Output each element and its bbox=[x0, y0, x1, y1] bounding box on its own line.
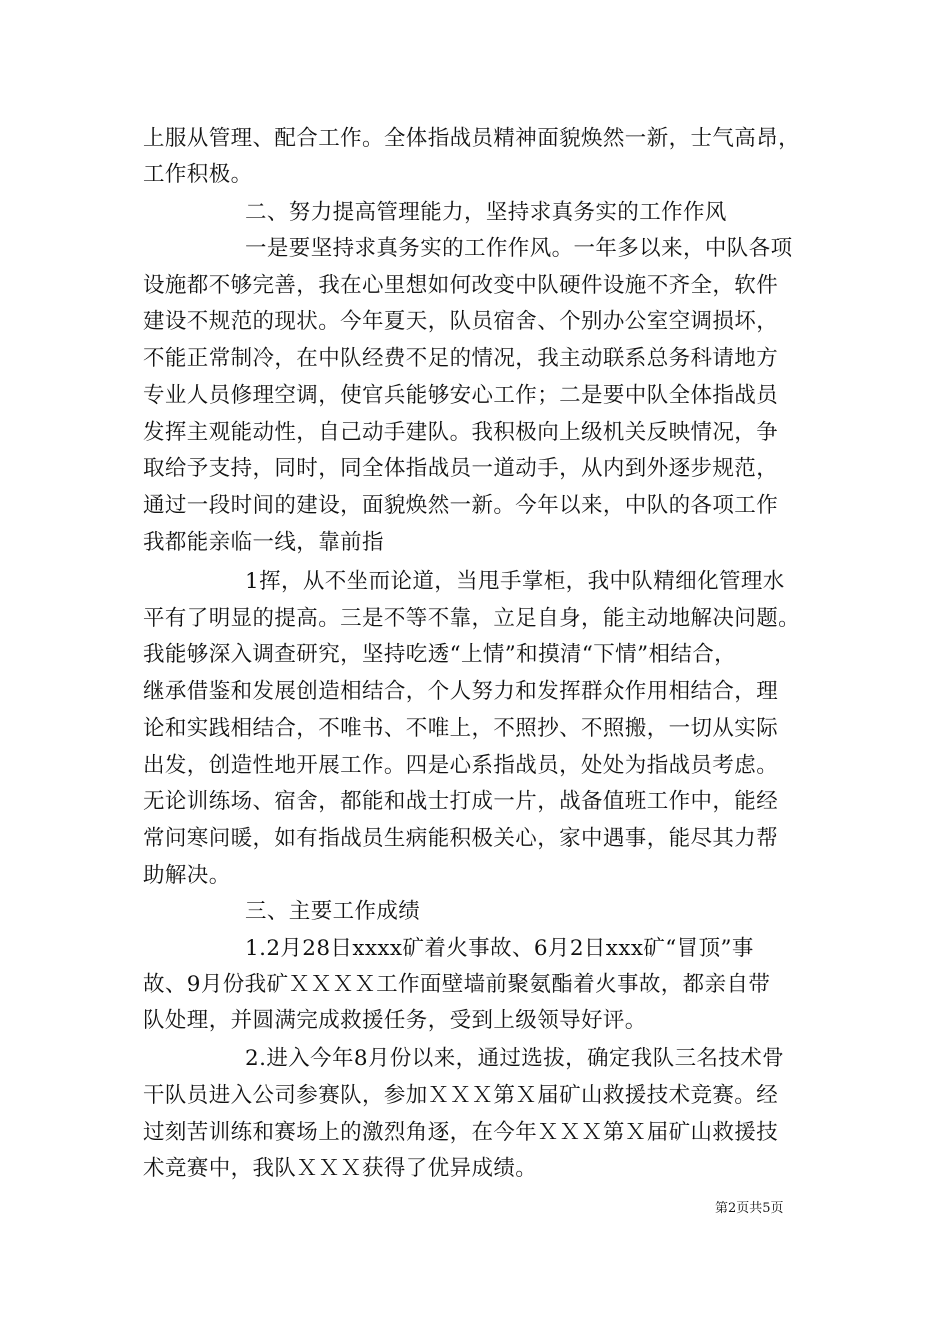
section-heading: 二、努力提高管理能力，坚持求真务实的工作作风 bbox=[245, 200, 727, 225]
text-line: 队处理，并圆满完成救援任务，受到上级领导好评。 bbox=[143, 1008, 647, 1033]
text-line: 故、9月份我矿ＸＸＸＸ工作面壁墙前聚氨酯着火事故，都亲自带 bbox=[143, 972, 771, 997]
paragraph-start: 1.2月28日xxxx矿着火事故、6月2日xxx矿“冒顶”事 bbox=[245, 936, 754, 961]
paragraph-start: 1挥，从不坐而论道，当甩手掌柜，我中队精细化管理水 bbox=[245, 569, 785, 594]
text-line: 论和实践相结合，不唯书、不唯上，不照抄、不照搬，一切从实际 bbox=[143, 716, 779, 741]
text-line: 无论训练场、宿舍，都能和战士打成一片，战备值班工作中，能经 bbox=[143, 789, 779, 814]
text-line: 不能正常制冷，在中队经费不足的情况，我主动联系总务科请地方 bbox=[143, 346, 779, 371]
text-line: 术竞赛中，我队ＸＸＸ获得了优异成绩。 bbox=[143, 1156, 538, 1181]
paragraph-start: 2.进入今年8月份以来，通过选拔，确定我队三名技术骨 bbox=[245, 1046, 785, 1071]
text-line: 出发，创造性地开展工作。四是心系指战员，处处为指战员考虑。 bbox=[143, 753, 779, 778]
text-line: 我能够深入调查研究，坚持吃透“上情”和摸清“下情”相结合， bbox=[143, 642, 737, 667]
text-line: 常问寒问暖，如有指战员生病能积极关心，家中遇事，能尽其力帮 bbox=[143, 826, 779, 851]
page-number-footer: 第2页共5页 bbox=[715, 1201, 784, 1216]
text-line: 继承借鉴和发展创造相结合，个人努力和发挥群众作用相结合，理 bbox=[143, 679, 779, 704]
text-line: 设施都不够完善，我在心里想如何改变中队硬件设施不齐全，软件 bbox=[143, 273, 779, 298]
text-line: 过刻苦训练和赛场上的激烈角逐，在今年ＸＸＸ第Ｘ届矿山救援技 bbox=[143, 1120, 779, 1145]
text-line: 助解决。 bbox=[143, 863, 231, 888]
text-line: 取给予支持，同时，同全体指战员一道动手，从内到外逐步规范， bbox=[143, 456, 779, 481]
text-line: 建设不规范的现状。今年夏天，队员宿舍、个别办公室空调损坏， bbox=[143, 309, 779, 334]
text-line: 上服从管理、配合工作。全体指战员精神面貌焕然一新，士气高昂， bbox=[143, 126, 801, 151]
text-line: 通过一段时间的建设，面貌焕然一新。今年以来，中队的各项工作 bbox=[143, 493, 779, 518]
paragraph-start: 一是要坚持求真务实的工作作风。一年多以来，中队各项 bbox=[245, 236, 793, 261]
text-line: 工作积极。 bbox=[143, 162, 253, 187]
text-line: 我都能亲临一线，靠前指 bbox=[143, 530, 384, 555]
text-line: 发挥主观能动性，自己动手建队。我积极向上级机关反映情况，争 bbox=[143, 420, 779, 445]
section-heading: 三、主要工作成绩 bbox=[245, 899, 421, 924]
text-line: 平有了明显的提高。三是不等不靠，立足自身，能主动地解决问题。 bbox=[143, 606, 801, 631]
text-line: 专业人员修理空调，使官兵能够安心工作；二是要中队全体指战员 bbox=[143, 383, 779, 408]
text-line: 干队员进入公司参赛队，参加ＸＸＸ第Ｘ届矿山救援技术竞赛。经 bbox=[143, 1083, 779, 1108]
